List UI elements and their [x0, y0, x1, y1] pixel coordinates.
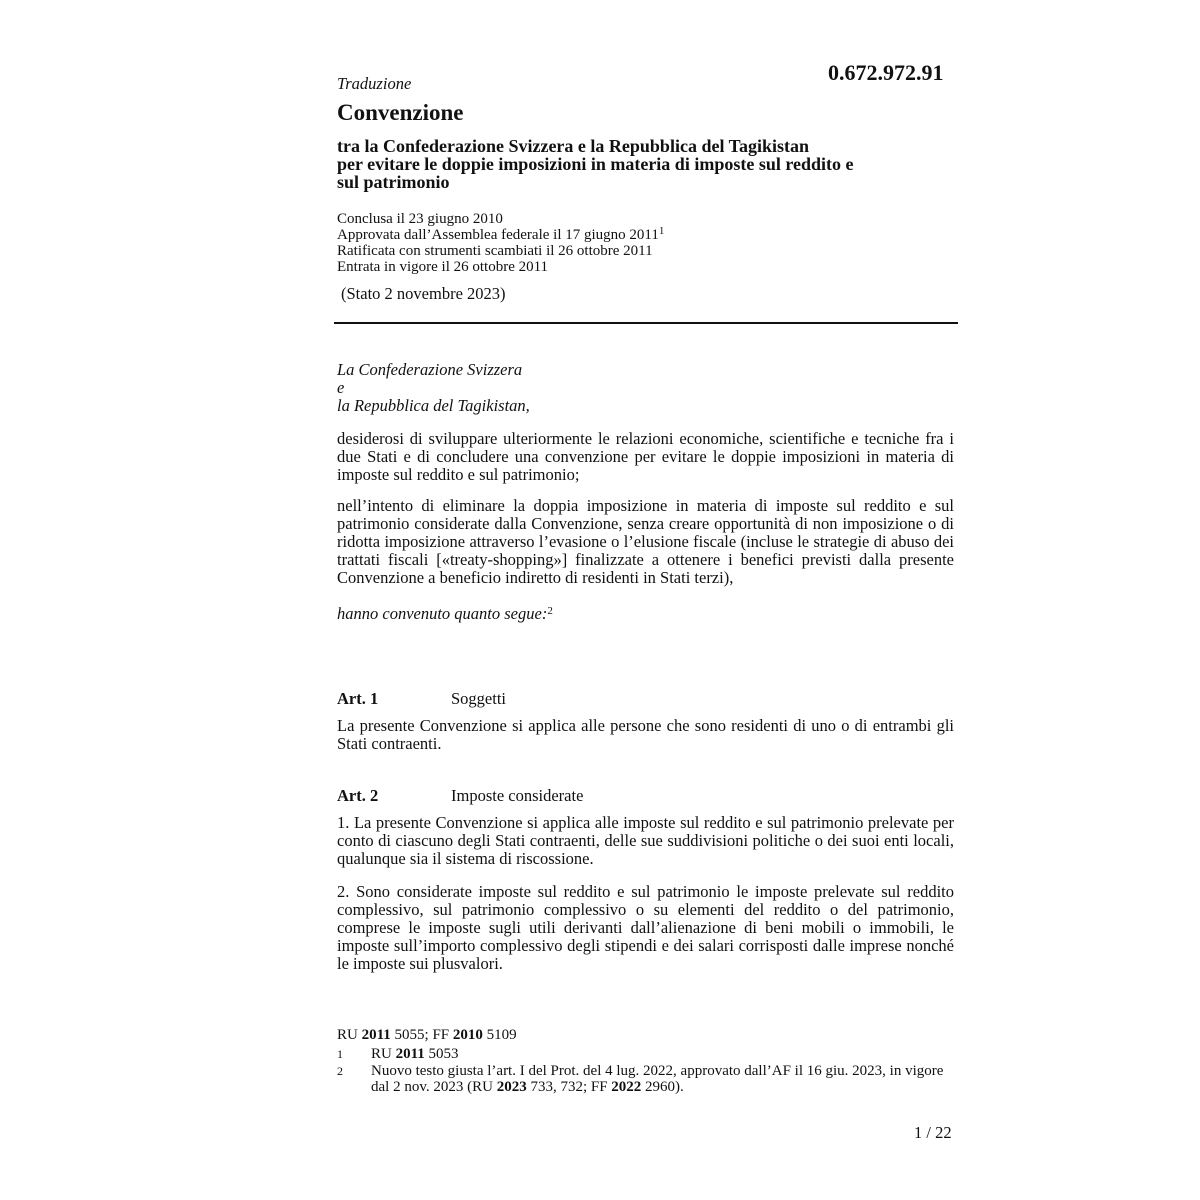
meta-ratified: Ratificata con strumenti scambiati il 26 ottobre 2011 [337, 243, 653, 259]
article-number: Art. 2 [337, 786, 379, 805]
article-title: Imposte considerate [451, 786, 584, 805]
article-2-paragraph-1: 1. La presente Convenzione si applica alle imposte sul reddito e sul patrimonio prelevate per conto di ciascuno degli Stati contraenti, delle sue suddivisioni politiche o dei suoi enti locali, qualunque sia il sistema di riscossione. [337, 813, 954, 868]
publication-source: RU 2011 5055; FF 2010 5109 [337, 1027, 517, 1043]
party-tajikistan: la Repubblica del Tagikistan, [337, 396, 530, 415]
meta-concluded: Conclusa il 23 giugno 2010 [337, 211, 503, 227]
footnote-2 [337, 1063, 961, 1099]
document-subtitle [337, 137, 854, 191]
subtitle-line: sul patrimonio [337, 172, 450, 192]
article-1-heading [337, 689, 737, 709]
preamble-parties [337, 361, 954, 415]
article-title: Soggetti [451, 689, 507, 708]
document-metadata [337, 211, 664, 275]
footnote-ref-2[interactable]: 2 [547, 605, 553, 617]
article-number: Art. 1 [337, 689, 379, 708]
document-title: Convenzione [337, 100, 464, 125]
footnote-text: RU 2011 5053 [371, 1046, 459, 1062]
subtitle-line: tra la Confederazione Svizzera e la Repubblica del Tagikistan [337, 136, 809, 156]
footnote-number: 2 [337, 1064, 343, 1078]
translation-label: Traduzione [337, 74, 412, 93]
subtitle-line: per evitare le doppie imposizioni in materia di imposte sul reddito e [337, 154, 854, 174]
preamble-paragraph-2: nell’intento di eliminare la doppia imposizione in materia di imposte sul reddito e sul patrimonio considerate dalla Convenzione, senza creare opportunità di non imposizione o di ridotta imposizione attraverso l’evasione o l’elusione fiscale (incluse le strategie di abuso dei trattati fiscali [«treaty-shopping»] finalizzate a ottenere i benefici previsti dalla presente Convenzione a beneficio indiretto di residenti in Stati terzi), [337, 496, 954, 587]
party-conjunction: e [337, 378, 345, 397]
status-date: (Stato 2 novembre 2023) [341, 284, 506, 303]
meta-in-force: Entrata in vigore il 26 ottobre 2011 [337, 259, 549, 275]
sr-number: 0.672.972.91 [828, 60, 944, 85]
preamble-paragraph-1: desiderosi di sviluppare ulteriormente le relazioni economiche, scientifiche e tecniche fra i due Stati e di concludere una convenzione per evitare le doppie imposizioni in materia di imposte sul reddito e sul patrimonio; [337, 429, 954, 484]
party-switzerland: La Confederazione Svizzera [337, 360, 523, 379]
article-2-heading [337, 786, 737, 806]
footnote-ref-1[interactable]: 1 [658, 225, 665, 237]
article-1-paragraph: La presente Convenzione si applica alle persone che sono residenti di uno o di entrambi gli Stati contraenti. [337, 716, 954, 753]
header-divider [334, 322, 958, 324]
footnote-1 [337, 1046, 961, 1064]
page-number: 1 / 22 [914, 1123, 952, 1142]
footnote-text: Nuovo testo giusta l’art. I del Prot. del 4 lug. 2022, approvato dall’AF il 16 giu. 2023, in vigore dal 2 nov. 2023 (RU 2023 733, 732; FF 2022 2960). [371, 1063, 944, 1095]
article-2-paragraph-2: 2. Sono considerate imposte sul reddito e sul patrimonio le imposte prelevate sul reddito complessivo, sul patrimonio complessivo o su elementi del reddito o del patrimonio, comprese le imposte sugli utili derivanti dall’alienazione di beni mobili o immobili, le imposte sull’importo complessivo degli stipendi e dei salari corrisposti dalle imprese nonché le imposte sui plusvalori. [337, 882, 954, 973]
footnote-number: 1 [337, 1047, 343, 1061]
preamble-closing: hanno convenuto quanto segue:$^2$ [337, 604, 553, 623]
meta-approved: Approvata dall’Assemblea federale il 17 giugno 2011$^1$ [337, 225, 665, 243]
